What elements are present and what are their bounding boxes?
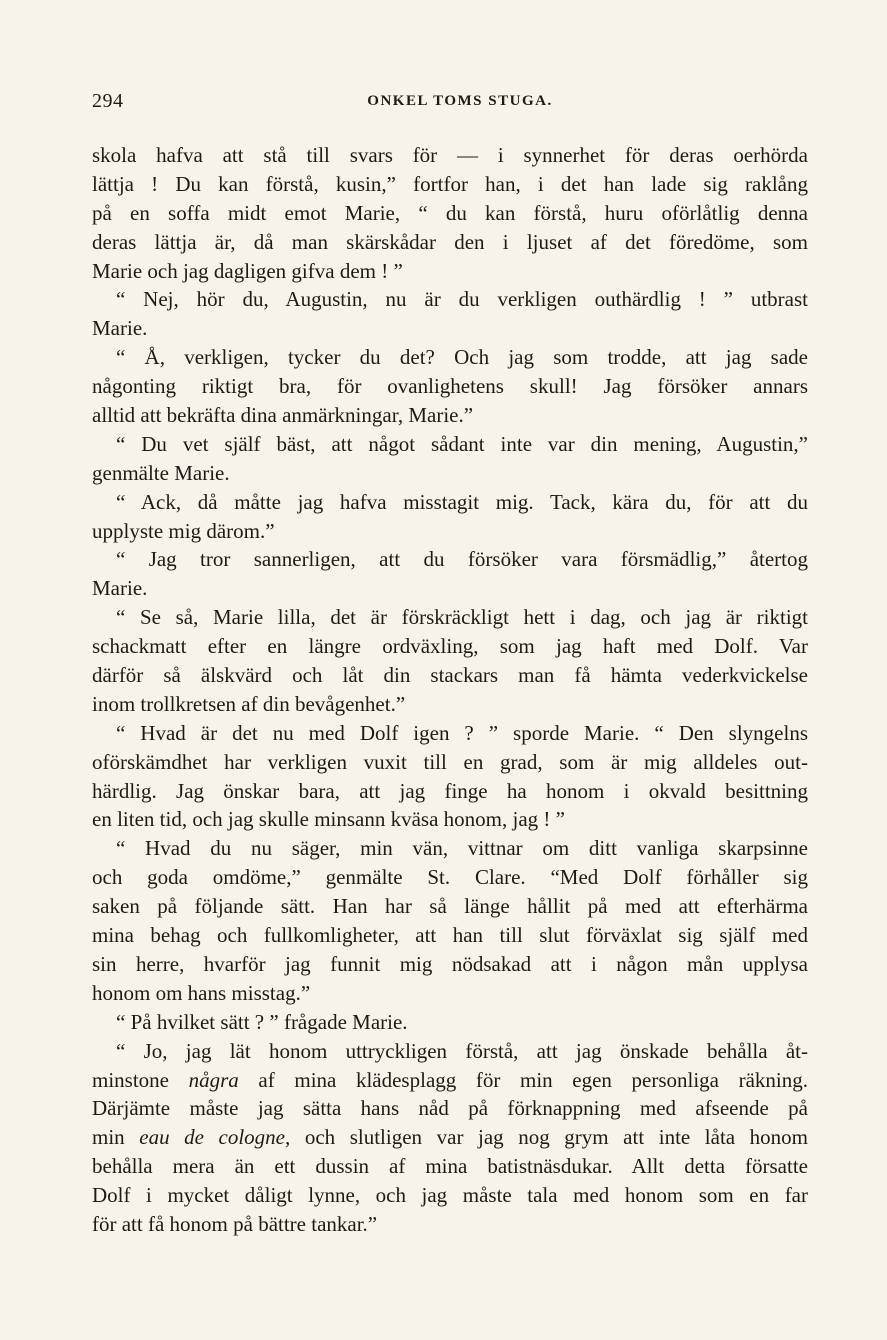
text-line: genmälte Marie. bbox=[92, 460, 230, 485]
text-line: för att få honom på bättre tankar.” bbox=[92, 1211, 378, 1236]
text-line: Marie och jag dagligen gifva dem ! ” bbox=[92, 258, 403, 283]
text-line: därför så älskvärd och låt din stackars man få hämta vederkvickelse bbox=[92, 663, 808, 688]
text-line: upplyste mig därom.” bbox=[92, 518, 275, 543]
text-line: skola hafva att stå till svars för — i synnerhet för deras oerhörda bbox=[92, 143, 808, 167]
text-line: “ Jag tror sannerligen, att du försöker vara försmädlig,” återtog bbox=[116, 547, 808, 572]
page-number: 294 bbox=[92, 90, 124, 112]
text-line: någonting riktigt bra, för ovanlighetens skull! Jag försöker annars bbox=[92, 374, 808, 399]
text-line: “ Ack, då måtte jag hafva misstagit mig. Tack, kära du, för att du bbox=[116, 489, 808, 514]
text-segment: minstone bbox=[92, 1067, 189, 1092]
text-segment: min bbox=[92, 1125, 140, 1150]
text-line: Marie. bbox=[92, 316, 148, 341]
text-line: Därjämte måste jag sätta hans nåd på förknappning med afseende på bbox=[92, 1096, 808, 1121]
text-line: schackmatt efter en längre ordväxling, som jag haft med Dolf. Var bbox=[92, 634, 808, 659]
text-line: honom om hans misstag.” bbox=[92, 980, 311, 1005]
text-line: “ Se så, Marie lilla, det är förskräckligt hett i dag, och jag är riktigt bbox=[116, 605, 808, 630]
text-line: “ På hvilket sätt ? ” frågade Marie. bbox=[116, 1009, 408, 1034]
body-text bbox=[92, 141, 808, 1239]
italic-text: eau de cologne, bbox=[139, 1125, 291, 1150]
text-line: “ Å, verkligen, tycker du det? Och jag som trodde, att jag sade bbox=[116, 345, 808, 370]
text-line: lättja ! Du kan förstå, kusin,” fortfor han, i det han lade sig raklång bbox=[92, 171, 808, 196]
text-segment: af mina klädesplagg för min egen personliga räkning. bbox=[238, 1067, 809, 1092]
text-line: behålla mera än ett dussin af mina batistnäsdukar. Allt detta försatte bbox=[92, 1154, 808, 1179]
page-header bbox=[92, 90, 808, 120]
text-line: “ Nej, hör du, Augustin, nu är du verkligen outhärdlig ! ” utbrast bbox=[116, 287, 808, 312]
italic-text: några bbox=[188, 1067, 239, 1092]
text-line: alltid att bekräfta dina anmärkningar, Marie.” bbox=[92, 403, 474, 428]
text-line: en liten tid, och jag skulle minsann kväsa honom, jag ! ” bbox=[92, 807, 565, 832]
text-line: “ Du vet själf bäst, att något sådant inte var din mening, Augustin,” bbox=[116, 431, 808, 456]
text-line: “ Hvad är det nu med Dolf igen ? ” sporde Marie. “ Den slyngelns bbox=[116, 720, 808, 745]
text-line: och goda omdöme,” genmälte St. Clare. “Med Dolf förhåller sig bbox=[92, 865, 808, 890]
text-line: Marie. bbox=[92, 576, 148, 601]
text-line: sin herre, hvarför jag funnit mig nödsakad att i någon mån upplysa bbox=[92, 951, 808, 976]
text-line: “ Jo, jag lät honom uttryckligen förstå, att jag önskade behålla åt- bbox=[116, 1038, 808, 1063]
text-line bbox=[92, 1066, 808, 1095]
text-line bbox=[92, 1123, 808, 1152]
text-line: Dolf i mycket dåligt lynne, och jag måste tala med honom som en far bbox=[92, 1183, 808, 1208]
text-segment: och slutligen var jag nog grym att inte låta honom bbox=[290, 1125, 809, 1150]
text-line: “ Hvad du nu säger, min vän, vittnar om ditt vanliga skarpsinne bbox=[116, 836, 808, 861]
text-line: mina behag och fullkomligheter, att han till slut förväxlat sig själf med bbox=[92, 923, 808, 948]
text-line: inom trollkretsen af din bevågenhet.” bbox=[92, 691, 406, 716]
text-line: på en soffa midt emot Marie, “ du kan förstå, huru oförlåtlig denna bbox=[92, 200, 808, 225]
text-line: deras lättja är, då man skärskådar den i ljuset af det föredöme, som bbox=[92, 229, 808, 254]
text-line: oförskämdhet har verkligen vuxit till en grad, som är mig alldeles out- bbox=[92, 749, 808, 774]
text-line: saken på följande sätt. Han har så länge hållit på med att efterhärma bbox=[92, 894, 808, 919]
text-line: härdlig. Jag önskar bara, att jag finge ha honom i okvald besittning bbox=[92, 778, 808, 803]
running-head: ONKEL TOMS STUGA. bbox=[367, 93, 553, 109]
